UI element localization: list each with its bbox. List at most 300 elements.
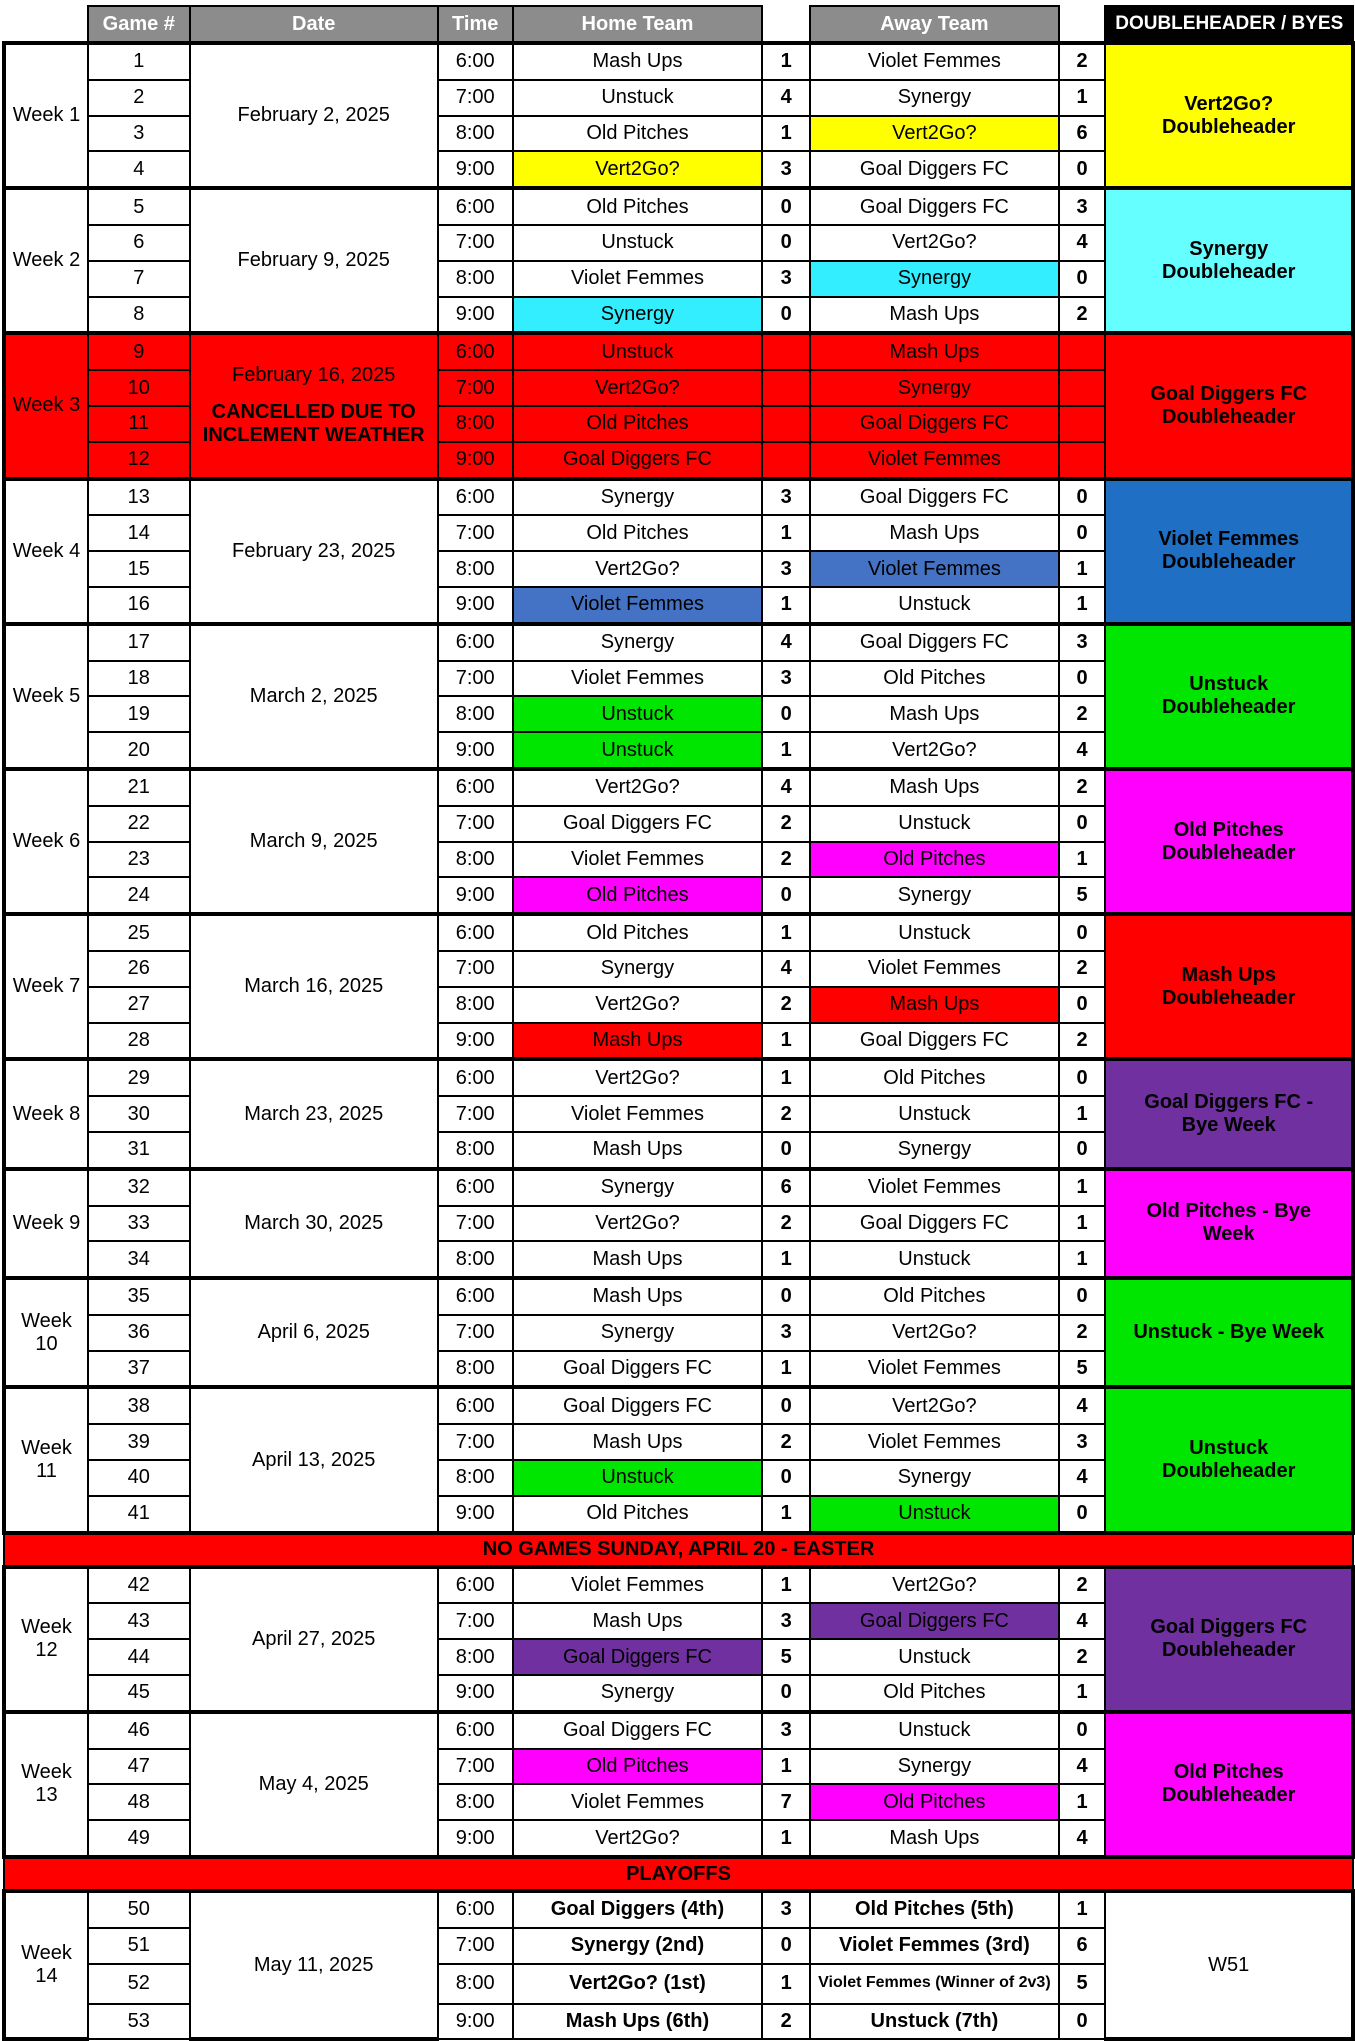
game-time: 8:00 [438,551,513,587]
away-score: 0 [1059,806,1106,842]
game-time: 6:00 [438,1567,513,1604]
game-row [4,1567,1353,1604]
game-time: 9:00 [438,732,513,769]
game-time: 6:00 [438,1891,513,1928]
game-number: 10 [88,370,190,406]
home-score: 1 [762,1964,810,2004]
home-team: Vert2Go? [513,551,763,587]
week-label: Week 5 [4,624,88,769]
game-number: 41 [88,1496,190,1533]
week-note: Unstuck Doubleheader [1105,1387,1353,1532]
away-team: Unstuck [810,1496,1059,1533]
game-time: 7:00 [438,515,513,551]
game-number: 5 [88,188,190,225]
away-score: 1 [1059,1241,1106,1278]
away-team: Goal Diggers FC [810,406,1059,442]
home-score: 1 [762,1567,810,1604]
week-note: Unstuck Doubleheader [1105,624,1353,769]
away-score: 3 [1059,188,1106,225]
game-time: 7:00 [438,661,513,697]
away-team: Synergy [810,877,1059,914]
away-score: 0 [1059,1496,1106,1533]
home-score: 2 [762,1206,810,1242]
home-score: 4 [762,624,810,661]
game-number: 14 [88,515,190,551]
header-date: Date [190,6,438,43]
away-team: Vert2Go? [810,225,1059,261]
game-number: 36 [88,1315,190,1351]
away-score: 1 [1059,1096,1106,1132]
game-number: 27 [88,987,190,1023]
game-time: 8:00 [438,1132,513,1169]
game-number: 8 [88,297,190,334]
game-date: April 13, 2025 [190,1387,438,1532]
game-time: 7:00 [438,1603,513,1639]
away-team: Unstuck [810,806,1059,842]
home-team: Violet Femmes [513,1567,763,1604]
home-team: Mash Ups [513,1424,763,1460]
away-score: 3 [1059,624,1106,661]
home-score: 0 [762,1460,810,1496]
game-time: 9:00 [438,297,513,334]
home-team: Vert2Go? [513,370,763,406]
away-score: 0 [1059,479,1106,516]
home-team: Violet Femmes [513,261,763,297]
game-number: 49 [88,1820,190,1857]
home-score [762,442,810,479]
week-label: Week 2 [4,188,88,333]
game-time: 8:00 [438,1784,513,1820]
week-note: Goal Diggers FC - Bye Week [1105,1059,1353,1168]
home-team: Vert2Go? [513,1820,763,1857]
schedule-table [2,5,1355,2041]
game-time: 7:00 [438,1749,513,1785]
away-score: 2 [1059,1639,1106,1675]
game-time: 9:00 [438,587,513,624]
game-number: 17 [88,624,190,661]
game-time: 6:00 [438,1712,513,1749]
home-score: 1 [762,515,810,551]
schedule-body [4,43,1353,2039]
away-score [1059,333,1106,370]
away-team: Vert2Go? [810,732,1059,769]
away-team: Mash Ups [810,769,1059,806]
away-team: Vert2Go? [810,116,1059,152]
game-number: 18 [88,661,190,697]
game-time: 6:00 [438,769,513,806]
game-time: 7:00 [438,806,513,842]
game-row [4,43,1353,80]
game-date: April 6, 2025 [190,1278,438,1387]
away-score: 2 [1059,951,1106,987]
game-number: 51 [88,1928,190,1964]
home-team: Synergy [513,1315,763,1351]
header-away-team: Away Team [810,6,1059,43]
game-number: 29 [88,1059,190,1096]
game-time: 8:00 [438,842,513,878]
game-row [4,1169,1353,1206]
game-time: 6:00 [438,43,513,80]
away-team: Old Pitches (5th) [810,1891,1059,1928]
home-team: Mash Ups [513,1278,763,1315]
week-note: Goal Diggers FC Doubleheader [1105,1567,1353,1712]
home-score: 3 [762,661,810,697]
game-date [190,333,438,478]
game-row [4,1712,1353,1749]
home-score: 0 [762,1387,810,1424]
game-number: 47 [88,1749,190,1785]
home-score: 3 [762,1603,810,1639]
away-team: Synergy [810,370,1059,406]
away-team: Unstuck [810,1241,1059,1278]
away-score: 2 [1059,1023,1106,1060]
away-score: 0 [1059,1132,1106,1169]
home-team: Violet Femmes [513,587,763,624]
home-team: Vert2Go? [513,151,763,188]
away-score: 0 [1059,1712,1106,1749]
home-team: Old Pitches [513,406,763,442]
game-number: 11 [88,406,190,442]
game-number: 34 [88,1241,190,1278]
game-row [4,769,1353,806]
away-team: Mash Ups [810,333,1059,370]
week-note: Mash Ups Doubleheader [1105,914,1353,1059]
game-time: 6:00 [438,188,513,225]
home-score: 2 [762,1424,810,1460]
home-score: 0 [762,696,810,732]
game-number: 19 [88,696,190,732]
game-time: 7:00 [438,370,513,406]
home-team: Goal Diggers FC [513,806,763,842]
game-time: 9:00 [438,1820,513,1857]
away-score: 6 [1059,116,1106,152]
game-row [4,479,1353,516]
game-time: 8:00 [438,1964,513,2004]
week-label: Week 7 [4,914,88,1059]
home-team: Old Pitches [513,116,763,152]
game-date: March 30, 2025 [190,1169,438,1278]
away-score: 0 [1059,914,1106,951]
header-away-score [1059,6,1106,43]
week-note: Violet Femmes Doubleheader [1105,479,1353,624]
away-score [1059,406,1106,442]
cancelled-date: February 16, 2025 [231,364,396,387]
game-date: March 16, 2025 [190,914,438,1059]
away-score: 1 [1059,551,1106,587]
away-team: Goal Diggers FC [810,1603,1059,1639]
game-time: 8:00 [438,696,513,732]
home-score: 7 [762,1784,810,1820]
game-time: 8:00 [438,987,513,1023]
home-score: 1 [762,1059,810,1096]
game-number: 24 [88,877,190,914]
week-label: Week 6 [4,769,88,914]
home-team: Unstuck [513,80,763,116]
game-number: 20 [88,732,190,769]
game-number: 40 [88,1460,190,1496]
away-score: 2 [1059,769,1106,806]
home-score: 3 [762,261,810,297]
header-notes: DOUBLEHEADER / BYES [1105,6,1353,43]
away-team: Vert2Go? [810,1567,1059,1604]
away-team: Goal Diggers FC [810,188,1059,225]
away-team: Synergy [810,1132,1059,1169]
header-blank [4,6,88,43]
home-team: Old Pitches [513,914,763,951]
game-number: 28 [88,1023,190,1060]
away-team: Violet Femmes (Winner of 2v3) [810,1964,1059,2004]
away-team: Old Pitches [810,1059,1059,1096]
game-time: 6:00 [438,1169,513,1206]
game-number: 43 [88,1603,190,1639]
home-team: Vert2Go? [513,987,763,1023]
home-score: 3 [762,1712,810,1749]
game-number: 7 [88,261,190,297]
game-number: 30 [88,1096,190,1132]
home-score [762,333,810,370]
home-team: Violet Femmes [513,1096,763,1132]
home-team: Unstuck [513,225,763,261]
away-team: Old Pitches [810,1675,1059,1712]
game-number: 3 [88,116,190,152]
away-score: 1 [1059,1891,1106,1928]
week-label: Week 9 [4,1169,88,1278]
home-score: 1 [762,732,810,769]
home-team: Unstuck [513,333,763,370]
game-number: 9 [88,333,190,370]
notice-band-text: PLAYOFFS [4,1857,1353,1891]
away-team: Mash Ups [810,297,1059,334]
game-time: 9:00 [438,1023,513,1060]
home-score: 2 [762,987,810,1023]
home-team: Goal Diggers FC [513,1351,763,1388]
away-team: Vert2Go? [810,1315,1059,1351]
home-team: Vert2Go? [513,1206,763,1242]
away-team: Goal Diggers FC [810,1023,1059,1060]
game-time: 6:00 [438,624,513,661]
week-label: Week 1 [4,43,88,188]
away-score: 4 [1059,732,1106,769]
home-team: Synergy [513,479,763,516]
home-team: Vert2Go? [513,1059,763,1096]
game-number: 23 [88,842,190,878]
home-team: Old Pitches [513,1749,763,1785]
game-number: 44 [88,1639,190,1675]
game-date: May 11, 2025 [190,1891,438,2039]
game-date: May 4, 2025 [190,1712,438,1857]
away-team: Violet Femmes [810,43,1059,80]
away-team: Unstuck [810,1712,1059,1749]
away-score: 0 [1059,661,1106,697]
home-team: Goal Diggers (4th) [513,1891,763,1928]
away-score: 1 [1059,587,1106,624]
week-note: Vert2Go? Doubleheader [1105,43,1353,188]
away-team: Synergy [810,261,1059,297]
game-date: March 2, 2025 [190,624,438,769]
away-score: 1 [1059,1675,1106,1712]
away-score: 0 [1059,1059,1106,1096]
away-team: Old Pitches [810,1784,1059,1820]
week-note: Old Pitches - Bye Week [1105,1169,1353,1278]
home-team: Mash Ups (6th) [513,2004,763,2040]
home-team: Vert2Go? [513,769,763,806]
home-score: 0 [762,1278,810,1315]
game-time: 7:00 [438,1424,513,1460]
away-score: 1 [1059,1169,1106,1206]
week-label: Week 11 [4,1387,88,1532]
header-game: Game # [88,6,190,43]
header-home-score [762,6,810,43]
week-note: Old Pitches Doubleheader [1105,769,1353,914]
home-score: 0 [762,1675,810,1712]
home-score: 1 [762,43,810,80]
away-score: 1 [1059,80,1106,116]
game-time: 9:00 [438,151,513,188]
home-team: Old Pitches [513,877,763,914]
game-number: 12 [88,442,190,479]
away-team: Mash Ups [810,987,1059,1023]
home-team: Old Pitches [513,515,763,551]
game-number: 35 [88,1278,190,1315]
home-score: 1 [762,1351,810,1388]
home-score: 3 [762,151,810,188]
home-team: Goal Diggers FC [513,442,763,479]
home-score: 1 [762,587,810,624]
game-time: 8:00 [438,1241,513,1278]
game-number: 46 [88,1712,190,1749]
game-number: 48 [88,1784,190,1820]
game-number: 39 [88,1424,190,1460]
game-number: 6 [88,225,190,261]
game-date: February 9, 2025 [190,188,438,333]
away-team: Old Pitches [810,842,1059,878]
home-score: 0 [762,188,810,225]
home-team: Unstuck [513,696,763,732]
away-score: 0 [1059,987,1106,1023]
week-note: Synergy Doubleheader [1105,188,1353,333]
header-home-team: Home Team [513,6,763,43]
away-team: Unstuck (7th) [810,2004,1059,2040]
away-team: Violet Femmes [810,951,1059,987]
game-row [4,1278,1353,1315]
away-score: 0 [1059,2004,1106,2040]
home-score: 2 [762,842,810,878]
home-score: 3 [762,1315,810,1351]
home-team: Violet Femmes [513,661,763,697]
away-score: 2 [1059,43,1106,80]
game-row [4,333,1353,370]
home-score: 3 [762,1891,810,1928]
game-number: 50 [88,1891,190,1928]
week-label: Week 3 [4,333,88,478]
game-time: 9:00 [438,1496,513,1533]
notice-band [4,1857,1353,1891]
week-note: Old Pitches Doubleheader [1105,1712,1353,1857]
home-team: Unstuck [513,732,763,769]
home-team: Mash Ups [513,43,763,80]
game-date: April 27, 2025 [190,1567,438,1712]
away-score: 1 [1059,1206,1106,1242]
home-score: 1 [762,1241,810,1278]
home-team: Mash Ups [513,1241,763,1278]
home-team: Old Pitches [513,1496,763,1533]
away-team: Synergy [810,1460,1059,1496]
away-team: Unstuck [810,587,1059,624]
game-time: 9:00 [438,2004,513,2040]
away-score: 4 [1059,1820,1106,1857]
home-score: 3 [762,551,810,587]
week-label: Week 13 [4,1712,88,1857]
away-score: 1 [1059,842,1106,878]
away-score: 2 [1059,1315,1106,1351]
notice-band-text: NO GAMES SUNDAY, APRIL 20 - EASTER [4,1533,1353,1567]
game-time: 6:00 [438,1387,513,1424]
home-team: Synergy [513,951,763,987]
away-team: Old Pitches [810,1278,1059,1315]
home-team: Synergy [513,1675,763,1712]
game-time: 7:00 [438,951,513,987]
home-score: 2 [762,806,810,842]
game-number: 4 [88,151,190,188]
away-score: 4 [1059,1460,1106,1496]
home-team: Synergy [513,624,763,661]
home-score [762,370,810,406]
away-score: 0 [1059,151,1106,188]
home-team: Violet Femmes [513,842,763,878]
away-team: Violet Femmes [810,551,1059,587]
away-score [1059,370,1106,406]
week-label: Week 4 [4,479,88,624]
game-time: 7:00 [438,1206,513,1242]
game-time: 7:00 [438,1928,513,1964]
away-team: Vert2Go? [810,1387,1059,1424]
game-date: February 23, 2025 [190,479,438,624]
home-score: 2 [762,1096,810,1132]
game-number: 38 [88,1387,190,1424]
away-score: 4 [1059,1603,1106,1639]
home-score: 0 [762,877,810,914]
away-team: Violet Femmes [810,1169,1059,1206]
header-row [4,6,1353,43]
game-number: 16 [88,587,190,624]
game-number: 1 [88,43,190,80]
game-row [4,1059,1353,1096]
game-time: 8:00 [438,1460,513,1496]
home-team: Mash Ups [513,1132,763,1169]
away-score: 4 [1059,1387,1106,1424]
week-note: Goal Diggers FC Doubleheader [1105,333,1353,478]
home-score: 1 [762,1820,810,1857]
away-score: 5 [1059,1964,1106,2004]
game-date: March 9, 2025 [190,769,438,914]
away-team: Mash Ups [810,1820,1059,1857]
game-time: 8:00 [438,261,513,297]
game-time: 8:00 [438,1639,513,1675]
home-score: 2 [762,2004,810,2040]
home-score: 1 [762,914,810,951]
away-score: 0 [1059,515,1106,551]
home-team: Old Pitches [513,188,763,225]
home-score: 0 [762,1928,810,1964]
home-score: 1 [762,1496,810,1533]
game-time: 6:00 [438,1059,513,1096]
home-team: Unstuck [513,1460,763,1496]
away-team: Synergy [810,1749,1059,1785]
game-time: 7:00 [438,1315,513,1351]
home-score: 3 [762,479,810,516]
home-score: 1 [762,116,810,152]
notice-band [4,1533,1353,1567]
